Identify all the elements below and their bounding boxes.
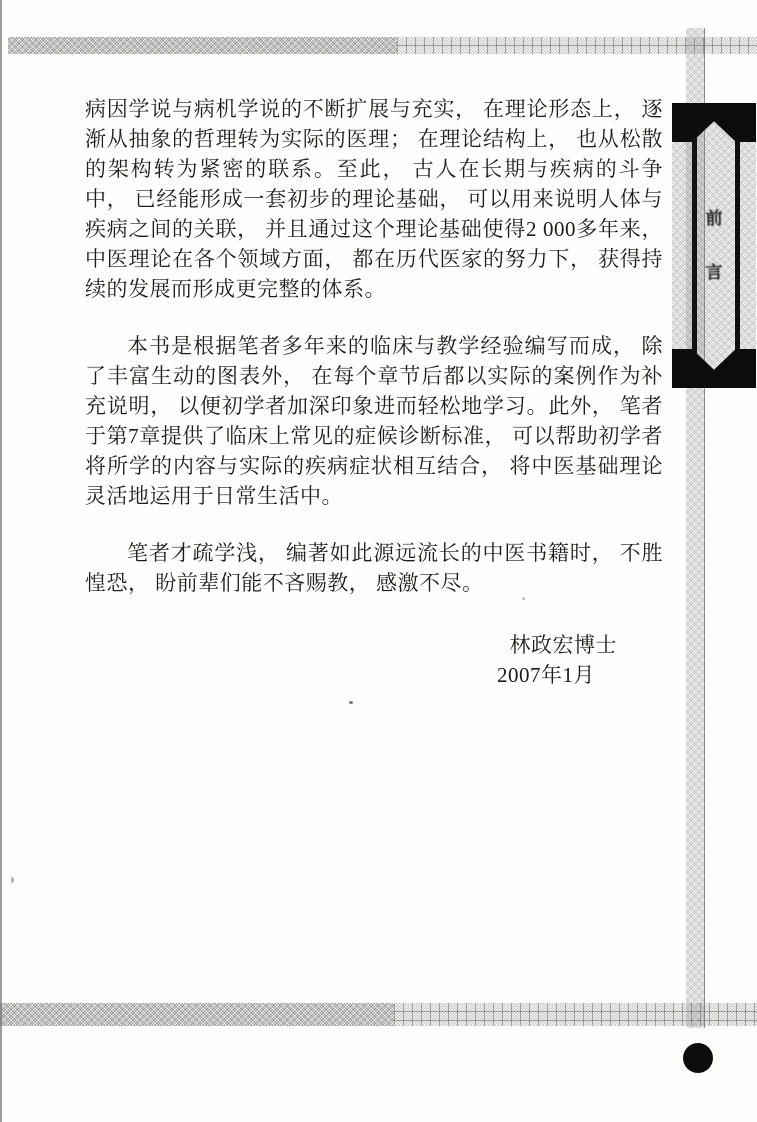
author-signature: 林政宏博士	[509, 633, 617, 657]
scan-speck	[11, 877, 14, 883]
paragraph: 笔者才疏学浅， 编著如此源远流长的中医书籍时， 不胜惶恐， 盼前辈们能不吝赐教， 感激不尽。	[85, 541, 663, 595]
bottom-decorative-band	[0, 1003, 757, 1026]
paragraph: 病因学说与病机学说的不断扩展与充实， 在理论形态上， 逐渐从抽象的哲理转为实际的医理； 在理论结构上， 也从松散的架构转为紧密的联系。至此， 古人在长期与疾病的斗争中， 已经能形成一套初步的理论基础， 可以用来说明人体与疾病之间的关联， 并且通过这个理论基础使得2 000多年来， 中医理论在各个领域方面， 都在历代医家的努力下， 获得持续的发展而形成更完整的体系。	[85, 97, 663, 301]
top-decorative-band	[8, 37, 757, 54]
banner-title	[672, 142, 756, 349]
banner-arrow-bottom-icon	[672, 349, 756, 375]
scan-speck	[349, 701, 353, 704]
banner-title-char: 言	[705, 262, 723, 283]
band-pattern-segment	[394, 1003, 757, 1026]
page-number-dot	[683, 1043, 713, 1073]
band-halftone-segment	[8, 37, 397, 54]
band-halftone-segment	[0, 1003, 394, 1026]
banner-title-char: 前	[705, 208, 723, 229]
paragraph: 本书是根据笔者多年来的临床与教学经验编写而成， 除了丰富生动的图表外， 在每个章节后都以实际的案例作为补充说明， 以便初学者加深印象进而轻松地学习。此外， 笔者于第7章提供了临床上常见的症候诊断标准， 可以帮助初学者将所学的内容与实际的疾病症状相互结合， 将中医基础理论灵活地运用于日常生活中。	[85, 334, 663, 508]
scan-speck	[522, 597, 525, 600]
signature-date: 2007年1月	[497, 663, 595, 687]
preface-text-block	[85, 94, 663, 690]
signature-block	[85, 630, 663, 690]
banner-arrow-top-icon	[672, 116, 756, 142]
scan-edge-line	[0, 0, 2, 1122]
banner-bottom-bar	[672, 375, 756, 388]
preface-side-banner	[672, 103, 756, 388]
banner-body	[672, 142, 756, 349]
banner-top-bar	[672, 103, 756, 116]
